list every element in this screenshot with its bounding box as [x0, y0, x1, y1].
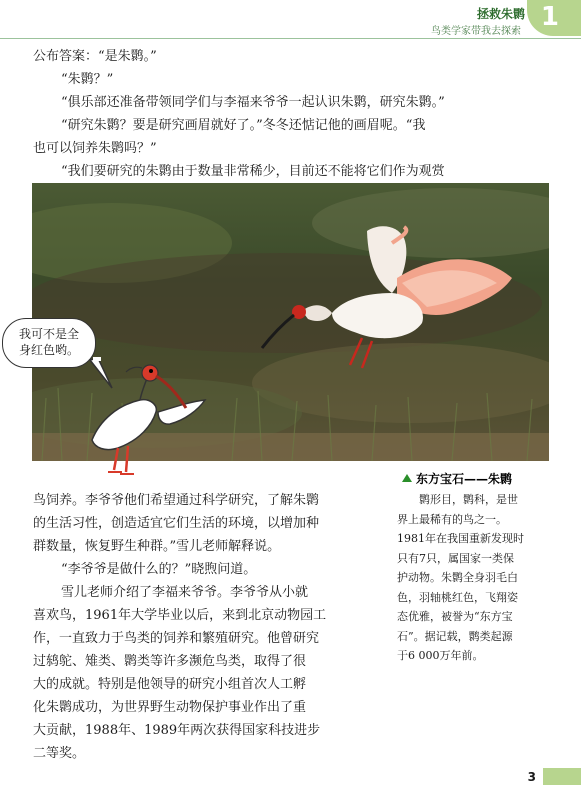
caption-triangle-icon	[402, 474, 412, 482]
text-line: “俱乐部还准备带领同学们与李福来爷爷一起认识朱鹮，研究朱鹮。”	[61, 95, 445, 110]
text-line: 二等奖。	[33, 746, 86, 761]
sidebar-line: 鹮形目，鹮科，是世	[419, 493, 518, 506]
photo-caption	[402, 470, 512, 487]
text-line: 也可以饲养朱鹮吗？”	[33, 141, 157, 156]
sidebar-line: 色，羽轴桃红色，飞翔姿	[397, 590, 518, 604]
text-line: 群数量，恢复野生种群。”雪儿老师解释说。	[33, 539, 281, 554]
text-line: 大贡献，1988年、1989年两次获得国家科技进步	[33, 723, 321, 738]
page-number: 3	[527, 770, 536, 784]
text-line: 雪儿老师介绍了李福来爷爷。李爷爷从小就	[61, 585, 309, 600]
text-line: 过鸫鸵、雉类、鹮类等许多濒危鸟类，取得了很	[33, 654, 307, 669]
text-line: 大的成就。特别是他领导的研究小组首次人工孵	[33, 677, 307, 692]
text-line: 公布答案：“是朱鹮。”	[33, 49, 157, 64]
text-line: “研究朱鹮？要是研究画眉就好了。”冬冬还惦记他的画眉呢。“我	[61, 118, 426, 133]
chapter-number: 1	[540, 2, 559, 32]
text-line: “朱鹮？”	[61, 72, 114, 87]
sidebar-line: 护动物。朱鹮全身羽毛白	[397, 571, 518, 584]
sidebar-line: 界上最稀有的鸟之一。	[397, 512, 507, 526]
footer-tab	[543, 768, 581, 785]
text-line: 喜欢鸟，1961年大学毕业以后，来到北京动物园工	[33, 608, 327, 623]
caption-text: 东方宝石——朱鹮	[416, 472, 513, 486]
text-line: 化朱鹮成功，为世界野生动物保护事业作出了重	[33, 700, 307, 715]
sidebar-line: 石”。据记载，鹮类起源	[397, 629, 513, 643]
running-header-title: 拯救朱鹮	[476, 7, 525, 21]
text-line: “我们要研究的朱鹮由于数量非常稀少，目前还不能将它们作为观赏	[61, 164, 445, 179]
text-line: 鸟饲养。李爷爷他们希望通过科学研究，了解朱鹮	[33, 493, 320, 508]
text-line: 的生活习性，创造适宜它们生活的环境，以增加种	[33, 516, 320, 531]
text-line: “李爷爷是做什么的？”晓煦问道。	[61, 562, 257, 577]
sidebar-note	[397, 490, 547, 666]
bubble-line-1: 我可不是全	[18, 327, 79, 341]
sidebar-line: 态优雅，被誉为“东方宝	[397, 610, 513, 623]
sidebar-line: 1981年在我国重新发现时	[397, 532, 524, 545]
sidebar-line: 只有7只，属国家一类保	[397, 551, 514, 565]
running-header-subtitle: 鸟类学家带我去探索	[431, 26, 521, 37]
sidebar-line: 于6 000万年前。	[397, 649, 484, 662]
text-line: 作，一直致力于鸟类的饲养和繁殖研究。他曾研究	[33, 631, 320, 646]
bubble-line-2: 身红色哟。	[18, 343, 79, 357]
